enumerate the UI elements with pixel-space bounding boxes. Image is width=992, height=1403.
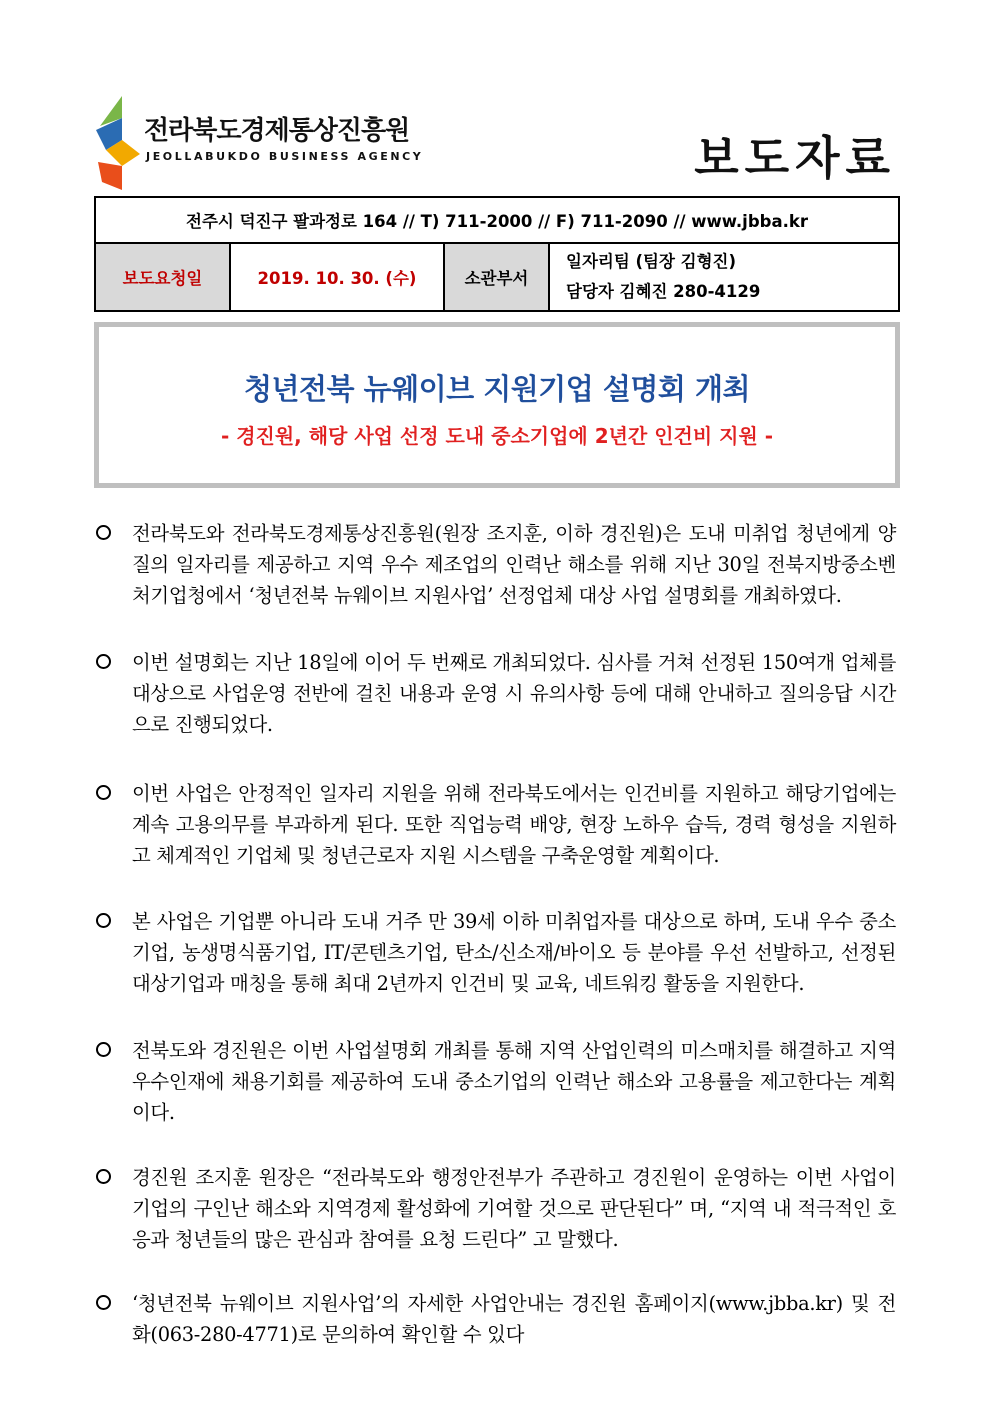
jbba-logo-icon <box>92 96 142 190</box>
body-paragraph <box>96 906 896 999</box>
circle-bullet-icon <box>96 1169 111 1184</box>
headline-box <box>94 322 900 488</box>
org-name-english: JEOLLABUKDO BUSINESS AGENCY <box>146 150 424 163</box>
body-paragraph <box>96 1288 896 1350</box>
headline-subtitle: - 경진원, 해당 사업 선정 도내 중소기업에 2년간 인건비 지원 - <box>220 424 774 448</box>
request-date: 2019. 10. 30. (수) <box>230 243 444 311</box>
circle-bullet-icon <box>96 1042 111 1057</box>
request-date-label: 보도요청일 <box>95 243 230 311</box>
paragraph-text: 전북도와 경진원은 이번 사업설명회 개최를 통해 지역 산업인력의 미스매치를 해결하고 지역 우수인재에 채용기회를 제공하여 도내 중소기업의 인력난 해소와 고용률을 제고한다는 계획이다. <box>132 1039 896 1124</box>
department-contact: 담당자 김혜진 280-4129 <box>566 282 761 301</box>
department-info <box>549 243 899 311</box>
paragraph-text: 이번 사업은 안정적인 일자리 지원을 위해 전라북도에서는 인건비를 지원하고 해당기업에는 계속 고용의무를 부과하게 된다. 또한 직업능력 배양, 현장 노하우 습득, 경력 형성을 지원하고 체계적인 기업체 및 청년근로자 지원 시스템을 구축운영할 계획이다. <box>132 782 896 867</box>
paragraph-text: 본 사업은 기업뿐 아니라 도내 거주 만 39세 이하 미취업자를 대상으로 하며, 도내 우수 중소기업, 농생명식품기업, IT/콘텐츠기업, 탄소/신소재/바이오 등 분야를 우선 선발하고, 선정된 대상기업과 매칭을 통해 최대 2년까지 인건비 및 교육, 네트워킹 활동을 지원한다. <box>132 910 896 995</box>
paragraph-text: 이번 설명회는 지난 18일에 이어 두 번째로 개최되었다. 심사를 거쳐 선정된 150여개 업체를 대상으로 사업운영 전반에 걸친 내용과 운영 시 유의사항 등에 대해 안내하고 질의응답 시간으로 진행되었다. <box>132 651 896 736</box>
headline-title: 청년전북 뉴웨이브 지원기업 설명회 개최 <box>243 372 751 406</box>
body-paragraph <box>96 518 896 611</box>
body-paragraph <box>96 1162 896 1255</box>
body-paragraph <box>96 1035 896 1128</box>
paragraph-text: ‘청년전북 뉴웨이브 지원사업’의 자세한 사업안내는 경진원 홈페이지(www.jbba.kr) 및 전화(063-280-4771)로 문의하여 확인할 수 있다 <box>132 1292 896 1346</box>
department-team: 일자리팀 (팀장 김형진) <box>566 252 737 271</box>
body-paragraphs <box>96 518 896 1384</box>
org-logo <box>92 96 424 190</box>
org-name: 전라북도경제통상진흥원 <box>144 116 410 146</box>
circle-bullet-icon <box>96 525 111 540</box>
circle-bullet-icon <box>96 913 111 928</box>
circle-bullet-icon <box>96 1295 111 1310</box>
body-paragraph <box>96 778 896 871</box>
document-type-title: 보도자료 <box>694 131 896 185</box>
contact-address: 전주시 덕진구 팔과정로 164 // T) 711-2000 // F) 711-2090 // www.jbba.kr <box>95 197 899 243</box>
circle-bullet-icon <box>96 654 111 669</box>
circle-bullet-icon <box>96 785 111 800</box>
info-table <box>94 196 900 312</box>
paragraph-text: 경진원 조지훈 원장은 “전라북도와 행정안전부가 주관하고 경진원이 운영하는 이번 사업이 기업의 구인난 해소와 지역경제 활성화에 기여할 것으로 판단된다” 며, “지역 내 적극적인 호응과 청년들의 많은 관심과 참여를 요청 드린다” 고 말했다. <box>132 1166 896 1251</box>
paragraph-text: 전라북도와 전라북도경제통상진흥원(원장 조지훈, 이하 경진원)은 도내 미취업 청년에게 양질의 일자리를 제공하고 지역 우수 제조업의 인력난 해소를 위해 지난 30일 전북지방중소벤처기업청에서 ‘청년전북 뉴웨이브 지원사업’ 선정업체 대상 사업 설명회를 개최하였다. <box>132 522 896 607</box>
body-paragraph <box>96 647 896 740</box>
department-label: 소관부서 <box>444 243 549 311</box>
